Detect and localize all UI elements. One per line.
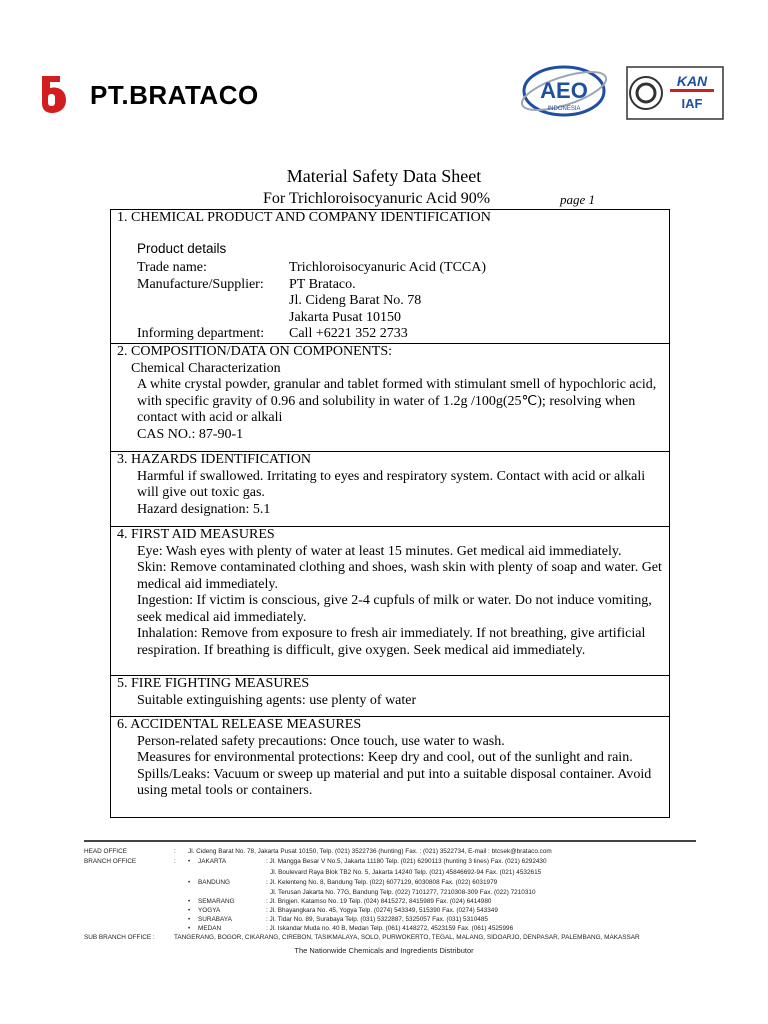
detail-row: Manufacture/Supplier: PT Brataco. [137, 276, 356, 292]
section-6 [111, 717, 669, 818]
first-aid-ingestion: Ingestion: If victim is conscious, give 2-4 cupfuls of milk or water. Do not induce vomiting, seek medical aid immediately. [137, 593, 652, 625]
section-3 [111, 452, 669, 527]
msds-table [110, 209, 670, 818]
chemical-characterization-label: Chemical Characterization [131, 360, 281, 376]
company-name: PT.BRATACO [90, 80, 259, 110]
page-number: page 1 [560, 192, 596, 207]
extinguishing-agents: Suitable extinguishing agents: use plenty of water [137, 692, 417, 708]
composition-description: A white crystal powder, granular and tablet formed with stimulant smell of hypochloric acid, with specific gravity of 0.96 and solubility in water of 1.2g /100g(25℃); resolving when contact with acid or alkali [137, 377, 657, 425]
svg-text:KAN: KAN [676, 73, 708, 89]
section-1-title: 1. CHEMICAL PRODUCT AND COMPANY IDENTIFICATION [117, 210, 491, 225]
svg-text:IAF: IAF [681, 96, 703, 111]
section-2-title: 2. COMPOSITION/DATA ON COMPONENTS: [117, 344, 393, 359]
section-5 [111, 676, 669, 717]
spills-leaks: Spills/Leaks: Vacuum or sweep up material and put into a suitable disposal container. Avoid using metal tools or containers. [137, 766, 652, 798]
section-2 [111, 344, 669, 452]
section-5-title: 5. FIRE FIGHTING MEASURES [117, 676, 310, 691]
product-details-label: Product details [137, 240, 227, 256]
section-1 [111, 210, 669, 344]
svg-text:INDONESIA: INDONESIA [547, 106, 581, 112]
brataco-logo-icon [38, 74, 68, 114]
first-aid-inhalation: Inhalation: Remove from exposure to fresh air immediately. If not breathing, give artificial respiration. If breathing is difficult, give oxygen. Seek medical aid immediately. [137, 626, 646, 658]
first-aid-skin: Skin: Remove contaminated clothing and shoes, wash skin with plenty of soap and water. Get medical aid immediately. [137, 560, 662, 592]
first-aid-eye: Eye: Wash eyes with plenty of water at least 15 minutes. Get medical aid immediately. [137, 543, 622, 559]
document-subtitle: For Trichloroisocyanuric Acid 90% [263, 190, 491, 207]
svg-text:AEO: AEO [540, 78, 588, 103]
personal-precautions: Person-related safety precautions: Once touch, use water to wash. [137, 733, 505, 749]
detail-row: Trade name: Trichloroisocyanuric Acid (TCCA) [137, 260, 487, 275]
aeo-certification-logo [518, 58, 610, 124]
detail-row: Jl. Cideng Barat No. 78 [289, 293, 422, 308]
detail-row: Informing department: Call +6221 352 2733 [137, 326, 408, 341]
footer-tagline: The Nationwide Chemicals and Ingredients Distributor [294, 946, 474, 955]
section-3-title: 3. HAZARDS IDENTIFICATION [117, 452, 312, 467]
environmental-precautions: Measures for environmental protections: Keep dry and cool, out of the sunlight and rain. [137, 750, 633, 765]
footer-offices: HEAD OFFICE : Jl. Cideng Barat No. 78, Jakarta Pusat 10150, Telp. (021) 3522736 (hunting) Fax. : (021) 3522734, E-mail : btcsek@brataco.com BRANCH OFFICE : • JAKARTA : Jl. Mangga Besar V No.5, Jakarta 11180 Telp. (021) 6290113 (hunting 3 lines) Fax. (021) 6292430 Jl. Boulevard Raya Blok TB2 No. 5, Jakarta 14240 Telp. (021) 45846692-94 Fax. (021) 4532615 • BANDUNG : Jl. Kelenteng No. 8, Bandung Telp. (022) 6077129, 6030808 Fax. (022) 6031979 Jl. Terusan Jakarta No. 77G, Bandung Telp. (022) 7101277, 7210308-309 Fax. (022) 7210310 • SEMARANG : Jl. Brigjen. Katamso No. 19 Telp. (024) 8415272, 8415989 Fax. (024) 6414980 • YOGYA : Jl. Bhayangkara No. 45, Yogya Telp. (0274) 543349, 515390 Fax. (0274) 543349 • SURABAYA : Jl. Tidar No. 89, Surabaya Telp. (031) 5322887, 5325057 Fax. (031) 5310485 • MEDAN : Jl. Iskandar Muda no. 40 B, Medan Telp. (061) 4148272, 4523159 Fax. (061) 4525996 SUB BRANCH OFFICE : TANGERANG, BOGOR, CIKARANG, CIREBON, TASIKMALAYA, SOLO, PURWOKERTO, TEGAL, MALANG, SIDOARJO, DENPASAR, PALEMBANG, MAKASSAR [84, 848, 640, 941]
hazard-designation: Hazard designation: 5.1 [137, 501, 271, 517]
hazards-text: Harmful if swallowed. Irritating to eyes and respiratory system. Contact with acid or alkali will give out toxic gas. [137, 468, 646, 500]
section-6-title: 6. ACCIDENTAL RELEASE MEASURES [117, 717, 362, 732]
section-4-title: 4. FIRST AID MEASURES [117, 527, 275, 542]
document-title: Material Safety Data Sheet [286, 166, 482, 186]
kan-iaf-certification-logo [626, 66, 724, 120]
detail-row: Jakarta Pusat 10150 [289, 309, 401, 325]
cas-number: CAS NO.: 87-90-1 [137, 426, 244, 442]
section-4 [111, 527, 669, 676]
